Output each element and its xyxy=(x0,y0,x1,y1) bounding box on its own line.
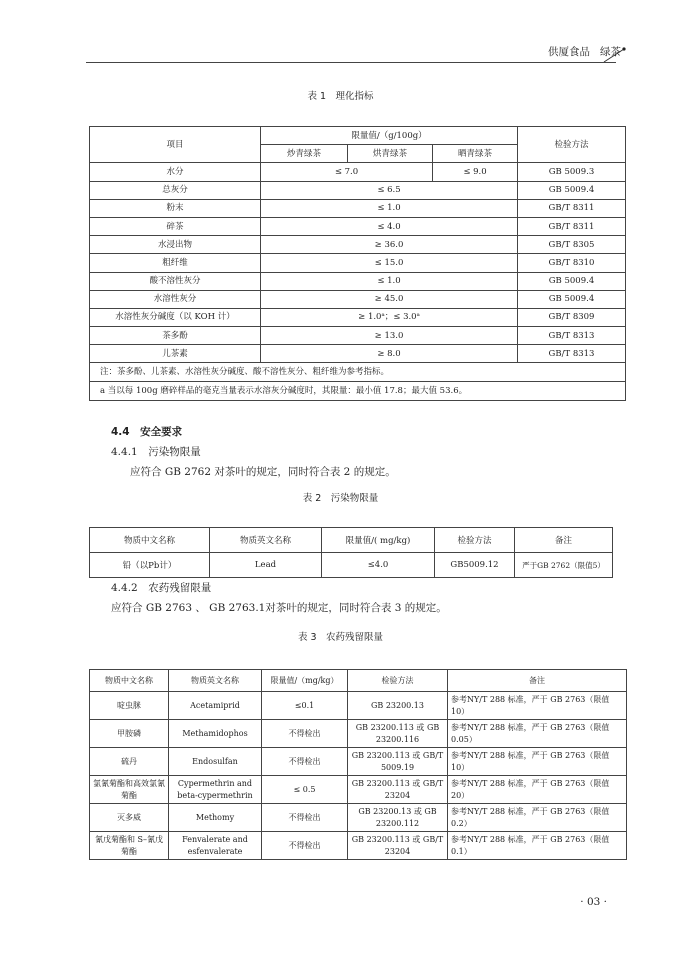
cell-method: GB/T 8311 xyxy=(518,217,626,235)
cell-limit: ≤ 6.5 xyxy=(261,181,518,199)
subcol-sun-dried: 晒青绿茶 xyxy=(433,145,518,163)
cell-remark: 参考NY/T 288 标准，严于 GB 2763（限值 0.2） xyxy=(448,804,627,832)
cell-limit: ≥ 8.0 xyxy=(261,345,518,363)
cell-item: 水溶性灰分 xyxy=(90,290,261,308)
cell-item: 粉末 xyxy=(90,199,261,217)
table-row xyxy=(90,345,626,363)
table-pesticide-residues xyxy=(89,669,627,860)
cell-cn-name: 灭多威 xyxy=(90,804,169,832)
col-header-method: 检验方法 xyxy=(518,127,626,163)
table-row xyxy=(90,163,626,181)
cell-limit: ≤ 1.0 xyxy=(261,272,518,290)
table2-caption: 表 2 污染物限量 xyxy=(302,493,379,504)
cell-limit: ≥ 1.0ᵃ；≤ 3.0ᵃ xyxy=(261,308,518,326)
cell-method: GB 23200.113 或 GB/T 5009.19 xyxy=(348,748,448,776)
cell-item: 碎茶 xyxy=(90,217,261,235)
cell-method: GB 23200.113 或 GB/T 23204 xyxy=(348,776,448,804)
subcol-stir-fried: 炒青绿茶 xyxy=(261,145,348,163)
col-header-method: 检验方法 xyxy=(435,528,515,553)
cell-limit: ≤ 0.5 xyxy=(262,776,348,804)
cell-en-name: Fenvalerate and esfenvalerate xyxy=(169,832,262,860)
cell-cn-name: 啶虫脒 xyxy=(90,692,169,720)
table-header-row xyxy=(90,127,626,145)
cell-method: GB 23200.113 或 GB/T 23204 xyxy=(348,832,448,860)
cell-method: GB 5009.4 xyxy=(518,290,626,308)
cell-method: GB 23200.13 xyxy=(348,692,448,720)
cell-limit: ≤ 1.0 xyxy=(261,199,518,217)
col-header-remark: 备注 xyxy=(515,528,613,553)
table-row xyxy=(90,181,626,199)
cell-item: 茶多酚 xyxy=(90,327,261,345)
col-header-remark: 备注 xyxy=(448,670,627,692)
cell-limit: ≥ 45.0 xyxy=(261,290,518,308)
cell-cn-name: 氰戊菊酯和 S–氰戊菊酯 xyxy=(90,832,169,860)
cell-method: GB5009.12 xyxy=(435,553,515,578)
cell-remark: 参考NY/T 288 标准，严于 GB 2763（限值 10） xyxy=(448,748,627,776)
cell-limit: ≤ 15.0 xyxy=(261,254,518,272)
cell-en-name: Methamidophos xyxy=(169,720,262,748)
subcol-baked: 烘青绿茶 xyxy=(348,145,433,163)
cell-cn-name: 甲胺磷 xyxy=(90,720,169,748)
table-footnote: a 当以每 100g 磨碎样品的毫克当量表示水溶灰分碱度时，其限量：最小值 17.8；最大值 53.6。 xyxy=(90,382,626,401)
table-header-row xyxy=(90,670,627,692)
cell-remark: 参考NY/T 288 标准，严于 GB 2763（限值 10） xyxy=(448,692,627,720)
table-row xyxy=(90,327,626,345)
col-header-item: 项目 xyxy=(90,127,261,163)
cell-item: 水溶性灰分碱度（以 KOH 计） xyxy=(90,308,261,326)
table1-caption: 表 1 理化指标 xyxy=(307,91,374,102)
cell-method: GB 23200.113 或 GB 23200.116 xyxy=(348,720,448,748)
cell-limit: ≤0.1 xyxy=(262,692,348,720)
cell-method: GB/T 8311 xyxy=(518,199,626,217)
section-heading-4-4-1: 4.4.1 污染物限量 xyxy=(111,446,201,458)
col-header-en-name: 物质英文名称 xyxy=(169,670,262,692)
table-row xyxy=(90,236,626,254)
table-row xyxy=(90,748,627,776)
cell-item: 水浸出物 xyxy=(90,236,261,254)
cell-method: GB/T 8310 xyxy=(518,254,626,272)
cell-remark: 参考NY/T 288 标准，严于 GB 2763（限值 0.1） xyxy=(448,832,627,860)
cell-en-name: Cypermethrin and beta-cypermethrin xyxy=(169,776,262,804)
col-header-limit: 限量值/( mg/kg) xyxy=(322,528,435,553)
col-header-limit: 限量值/（mg/kg） xyxy=(262,670,348,692)
header-topic: 绿茶 xyxy=(600,46,621,58)
cell-item: 粗纤维 xyxy=(90,254,261,272)
col-header-limit: 限量值/（g/100g） xyxy=(261,127,518,145)
cell-limit: ≥ 36.0 xyxy=(261,236,518,254)
col-header-cn-name: 物质中文名称 xyxy=(90,528,210,553)
cell-method: GB/T 8305 xyxy=(518,236,626,254)
cell-limit: ≤ 4.0 xyxy=(261,217,518,235)
cell-item: 儿茶素 xyxy=(90,345,261,363)
cell-item: 总灰分 xyxy=(90,181,261,199)
table-footnote-row xyxy=(90,382,626,401)
cell-remark: 参考NY/T 288 标准，严于 GB 2763（限值 0.05） xyxy=(448,720,627,748)
table3-caption: 表 3 农药残留限量 xyxy=(297,632,384,643)
cell-limit: ≤ 7.0 xyxy=(261,163,433,181)
table-row xyxy=(90,692,627,720)
cell-limit-sun: ≤ 9.0 xyxy=(433,163,518,181)
table-row xyxy=(90,553,613,578)
table-header-row xyxy=(90,528,613,553)
cell-en-name: Acetamiprid xyxy=(169,692,262,720)
table-row xyxy=(90,272,626,290)
header-rule xyxy=(86,62,616,63)
cell-en-name: Methomy xyxy=(169,804,262,832)
table-row xyxy=(90,308,626,326)
table-row xyxy=(90,199,626,217)
table-row xyxy=(90,776,627,804)
cell-cn-name: 氯氰菊酯和高效氯氰菊酯 xyxy=(90,776,169,804)
col-header-method: 检验方法 xyxy=(348,670,448,692)
table-row xyxy=(90,720,627,748)
header-section: 供厦食品 xyxy=(548,46,590,58)
cell-limit: 不得检出 xyxy=(262,720,348,748)
cell-cn-name: 硫丹 xyxy=(90,748,169,776)
cell-limit: 不得检出 xyxy=(262,748,348,776)
cell-method: GB/T 8313 xyxy=(518,345,626,363)
col-header-cn-name: 物质中文名称 xyxy=(90,670,169,692)
cell-method: GB 5009.4 xyxy=(518,272,626,290)
cell-method: GB 5009.4 xyxy=(518,181,626,199)
cell-en-name: Endosulfan xyxy=(169,748,262,776)
table-contaminants xyxy=(89,527,613,578)
cell-method: GB/T 8313 xyxy=(518,327,626,345)
cell-limit: ≥ 13.0 xyxy=(261,327,518,345)
section-4-4-2-text: 应符合 GB 2763 、 GB 2763.1对茶叶的规定，同时符合表 3 的规定。 xyxy=(111,602,447,614)
cell-limit: 不得检出 xyxy=(262,804,348,832)
cell-item: 水分 xyxy=(90,163,261,181)
table-row xyxy=(90,290,626,308)
cell-method: GB 5009.3 xyxy=(518,163,626,181)
cell-remark: 参考NY/T 288 标准，严于 GB 2763（限值 20） xyxy=(448,776,627,804)
cell-method: GB 23200.13 或 GB 23200.112 xyxy=(348,804,448,832)
table-physicochemical xyxy=(89,126,626,401)
table-note: 注：茶多酚、儿茶素、水溶性灰分碱度、酸不溶性灰分、粗纤维为参考指标。 xyxy=(90,363,626,382)
cell-limit: 不得检出 xyxy=(262,832,348,860)
section-heading-4-4: 4.4 安全要求 xyxy=(111,426,183,438)
section-4-4-1-text: 应符合 GB 2762 对茶叶的规定，同时符合表 2 的规定。 xyxy=(130,466,396,478)
cell-item: 酸不溶性灰分 xyxy=(90,272,261,290)
table-row xyxy=(90,804,627,832)
table-note-row xyxy=(90,363,626,382)
page-number: · 03 · xyxy=(580,896,607,908)
cell-limit: ≤4.0 xyxy=(322,553,435,578)
cell-en-name: Lead xyxy=(210,553,322,578)
cell-method: GB/T 8309 xyxy=(518,308,626,326)
section-heading-4-4-2: 4.4.2 农药残留限量 xyxy=(111,582,212,594)
table-row xyxy=(90,254,626,272)
table-row xyxy=(90,832,627,860)
col-header-en-name: 物质英文名称 xyxy=(210,528,322,553)
cell-cn-name: 铅（以Pb计） xyxy=(90,553,210,578)
table-row xyxy=(90,217,626,235)
header-slash-ornament xyxy=(600,46,630,66)
cell-remark: 严于GB 2762（限值5） xyxy=(515,553,613,578)
